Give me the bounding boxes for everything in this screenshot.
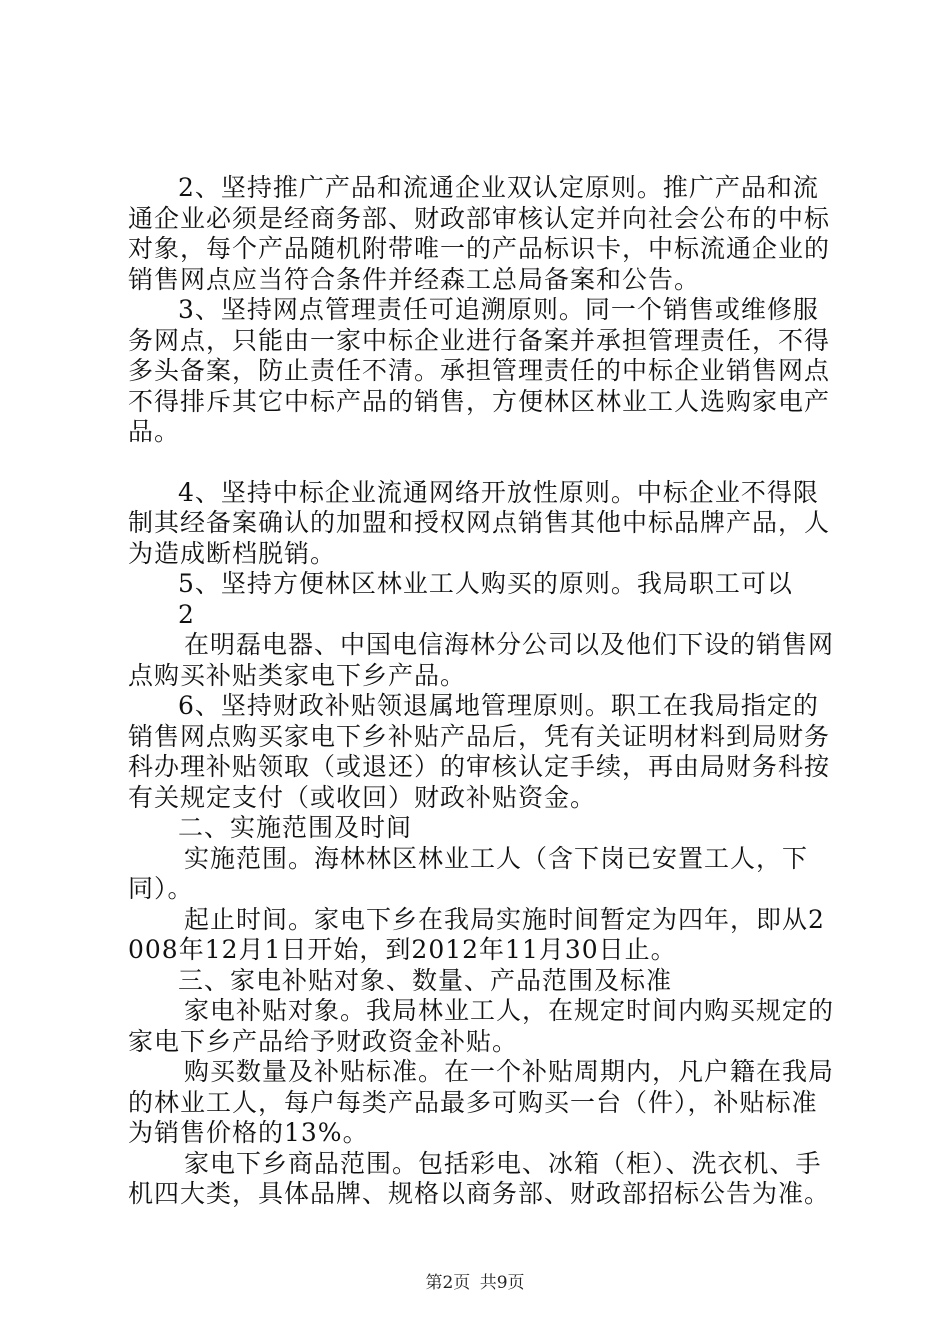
page-number: 第2页 [425,1273,471,1293]
page-break-number: 2 [178,599,195,629]
paragraph-principle-2: 2、坚持推广产品和流通企业双认定原则。推广产品和流通企业必须是经商务部、财政部审核认定并向社会公布的中标对象，每个产品随机附带唯一的产品标识卡，中标流通企业的销售网点应当符合条件并经森工总局备案和公告。 [128,173,831,294]
paragraph-principle-5: 5、坚持方便林区林业工人购买的原则。我局职工可以 [178,569,793,598]
paragraph-product-range: 家电下乡商品范围。包括彩电、冰箱（柜）、洗衣机、手机四大类，具体品牌、规格以商务部、财政部招标公告为准。 [128,1148,831,1208]
paragraph-principle-3: 3、坚持网点管理责任可追溯原则。同一个销售或维修服务网点，只能由一家中标企业进行备案并承担管理责任，不得多头备案，防止责任不清。承担管理责任的中标企业销售网点不得排斥其它中标产品的销售，方便林区林业工人选购家电产品。 [128,295,831,446]
paragraph-subsidy-target: 家电补贴对象。我局林业工人，在规定时间内购买规定的家电下乡产品给予财政资金补贴。 [128,996,835,1056]
section-heading-subsidy: 三、家电补贴对象、数量、产品范围及标准 [178,965,673,995]
paragraph-period: 起止时间。家电下乡在我局实施时间暂定为四年，即从2008年12月1日开始，到2012年11月30日止。 [128,904,825,964]
paragraph-principle-5-continued: 在明磊电器、中国电信海林分公司以及他们下设的销售网点购买补贴类家电下乡产品。 [128,630,835,690]
paragraph-scope: 实施范围。海林林区林业工人（含下岗已安置工人，下同）。 [128,843,809,903]
page-total: 共9页 [479,1273,525,1293]
paragraph-principle-4: 4、坚持中标企业流通网络开放性原则。中标企业不得限制其经备案确认的加盟和授权网点销售其他中标品牌产品，人为造成断档脱销。 [128,477,831,568]
section-heading-scope-time: 二、实施范围及时间 [178,813,413,842]
document-body [128,173,840,1210]
paragraph-quantity-standard: 购买数量及补贴标准。在一个补贴周期内，凡户籍在我局的林业工人，每户每类产品最多可购买一台（件），补贴标准为销售价格的13%。 [128,1057,835,1147]
page-footer [0,1272,950,1294]
paragraph-principle-6: 6、坚持财政补贴领退属地管理原则。职工在我局指定的销售网点购买家电下乡补贴产品后，凭有关证明材料到局财务科办理补贴领取（或退还）的审核认定手续，再由局财务科按有关规定支付（或收回）财政补贴资金。 [128,691,831,812]
